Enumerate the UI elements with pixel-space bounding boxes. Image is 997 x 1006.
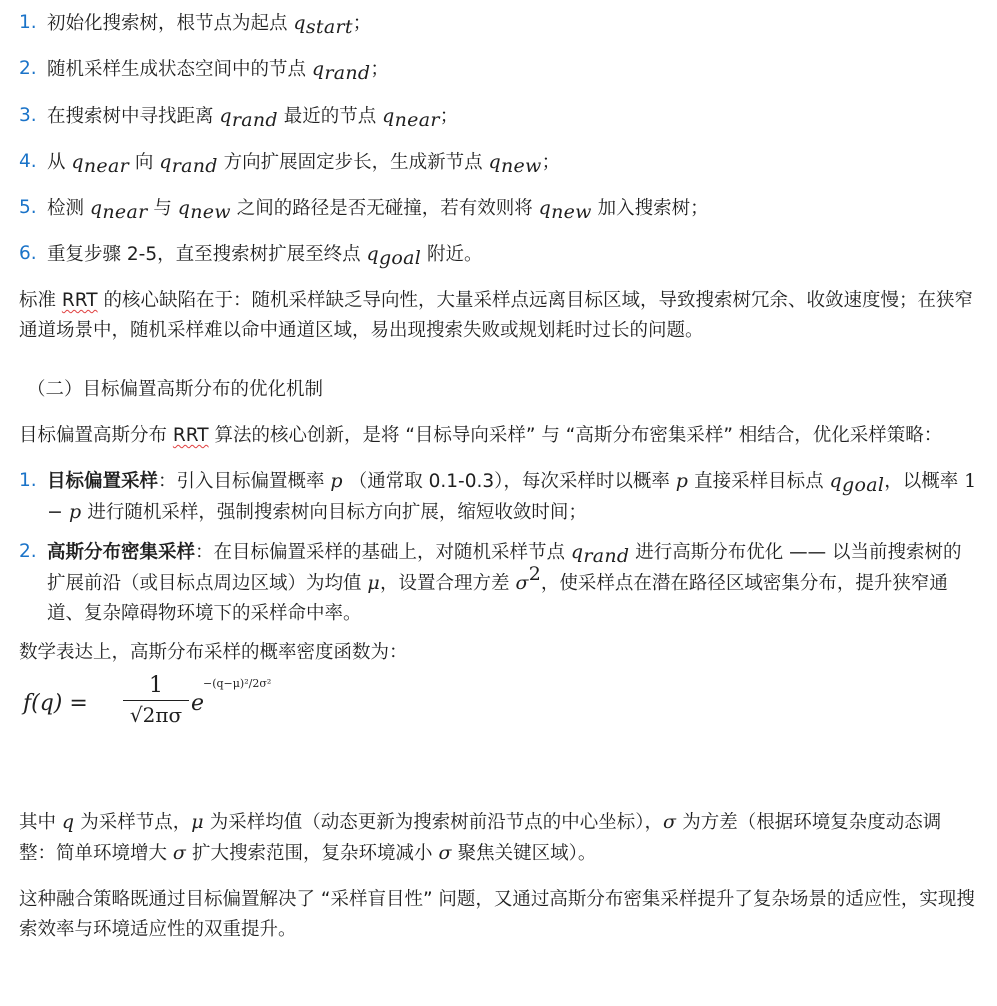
formula-exponent: −(q−μ)²/2σ²: [203, 676, 272, 690]
list-item: 5. 检测 $q_{near}$ 与 $q_{new}$ 之间的路径是否无碰撞，若有效则将 $q_{new}$ 加入搜索树；: [19, 193, 977, 224]
list-item: 2. 高斯分布密集采样：在目标偏置采样的基础上，对随机采样节点 $q_{rand}$ 进行高斯分布优化 —— 以当前搜索树的扩展前沿（或目标点周边区域）为均值 μ，设置合理方差 $\sigma^2$，使采样点在潜在路径区域密集分布，提升狭窄通道、复杂障碍物环境下的采样命中率。: [19, 537, 977, 629]
rrt-steps-list: [19, 8, 977, 270]
list-item: 6. 重复步骤 2-5，直至搜索树扩展至终点 $q_{goal}$ 附近。: [19, 239, 977, 270]
strategy-list: [19, 466, 977, 629]
list-item: 1. 初始化搜索树，根节点为起点 $q_{start}$；: [19, 8, 977, 39]
list-number: 1.: [19, 12, 37, 33]
item-title: 高斯分布密集采样: [47, 542, 196, 564]
list-number: 4.: [19, 150, 37, 172]
spellcheck-rrt: RRT: [61, 289, 98, 311]
rrt-deficiency-paragraph: 标准 RRT 的核心缺陷在于：随机采样缺乏导向性，大量采样点远离目标区域，导致搜索树冗余、收敛速度慢；在狭窄通道场景中，随机采样难以命中通道区域，易出现搜索失败或规划耗时过长的问题。: [19, 289, 973, 342]
list-number: 1.: [19, 470, 37, 492]
section-heading: （二）目标偏置高斯分布的优化机制: [27, 378, 324, 400]
list-number: 6.: [19, 243, 37, 265]
formula-exponential: e: [191, 690, 205, 716]
list-item: 4. 从 $q_{near}$ 向 $q_{rand}$ 方向扩展固定步长，生成新节点 $q_{new}$；: [19, 147, 977, 178]
item-title: 目标偏置采样: [47, 471, 159, 493]
list-number: 2.: [19, 541, 37, 563]
variables-paragraph: 其中 q 为采样节点，μ 为采样均值（动态更新为搜索树前沿节点的中心坐标），σ 为方差（根据环境复杂度动态调整：简单环境增大 σ 扩大搜索范围，复杂环境减小 σ 聚焦关键区域）。: [19, 810, 942, 865]
gaussian-pdf-formula: [19, 673, 977, 751]
formula-fraction: 1 √2πσ: [123, 673, 189, 727]
formula-intro: 数学表达上，高斯分布采样的概率密度函数为：: [19, 642, 408, 664]
list-number: 2.: [19, 58, 37, 80]
list-number: 5.: [19, 197, 37, 219]
formula-lhs: f(q) =: [23, 690, 88, 716]
spellcheck-rrt: RRT: [172, 424, 209, 446]
list-item: 3. 在搜索树中寻找距离 $q_{rand}$ 最近的节点 $q_{near}$；: [19, 101, 977, 132]
list-number: 3.: [19, 104, 37, 126]
conclusion-paragraph: 这种融合策略既通过目标偏置解决了 “采样盲目性” 问题，又通过高斯分布密集采样提升了复杂场景的适应性，实现搜索效率与环境适应性的双重提升。: [19, 888, 975, 941]
intro-paragraph: 目标偏置高斯分布 RRT 算法的核心创新，是将 “目标导向采样” 与 “高斯分布密集采样” 相结合，优化采样策略：: [19, 424, 943, 446]
list-item: 2. 随机采样生成状态空间中的节点 $q_{rand}$；: [19, 54, 977, 85]
list-item: 1. 目标偏置采样：引入目标偏置概率 p （通常取 0.1-0.3），每次采样时以概率 p 直接采样目标点 $q_{goal}$，以概率 1 − p 进行随机采样，强制搜索树向目标方向扩展，缩短收敛时间；: [19, 466, 977, 528]
